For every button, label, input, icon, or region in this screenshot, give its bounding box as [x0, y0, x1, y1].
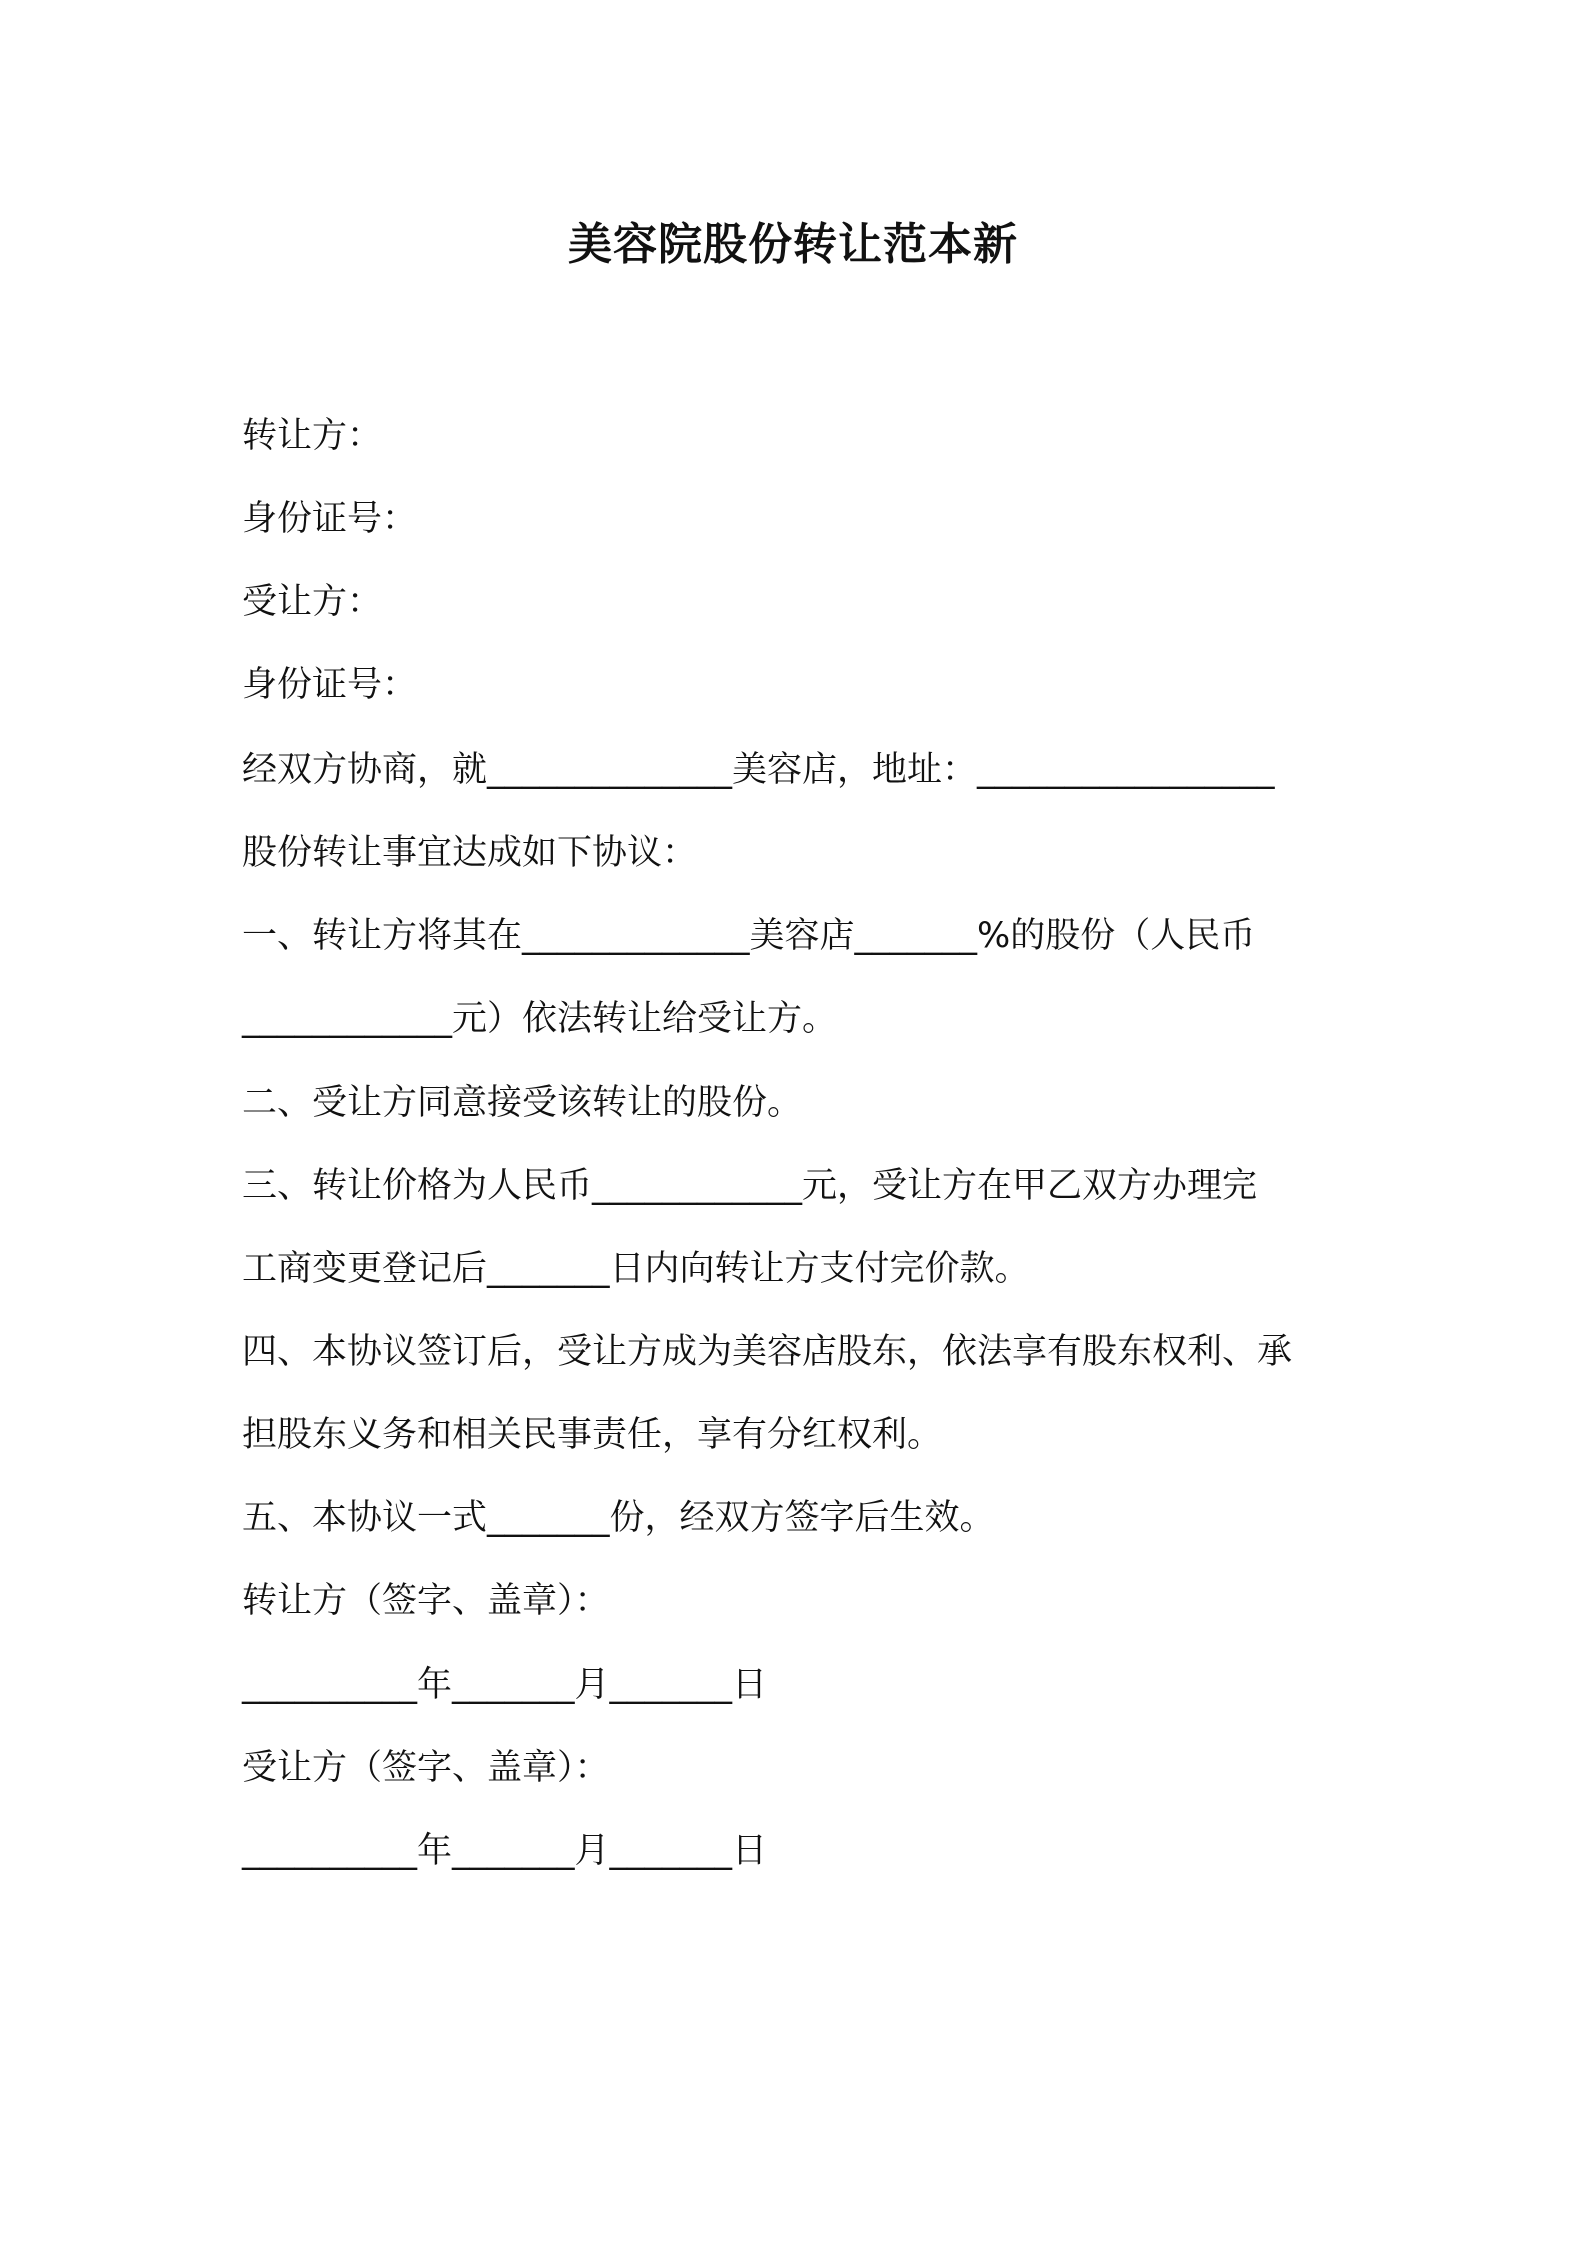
transferee-id-label: 身份证号：	[242, 665, 418, 705]
clause-1-line-2: ____________元）依法转让给受让方。	[242, 999, 838, 1039]
transferor-id-label: 身份证号：	[242, 499, 418, 539]
clause-1-line-1: 一、转让方将其在_____________美容店_______%的股份（人民币	[242, 916, 1256, 956]
transferor-label: 转让方：	[242, 416, 383, 456]
clause-5: 五、本协议一式_______份，经双方签字后生效。	[242, 1498, 995, 1538]
document-title: 美容院股份转让范本新	[568, 219, 1018, 270]
clause-3-line-1: 三、转让价格为人民币____________元，受让方在甲乙双方办理完	[242, 1166, 1258, 1206]
preamble-line-2: 股份转让事宜达成如下协议：	[242, 833, 698, 873]
transferor-signature-label: 转让方（签字、盖章）：	[242, 1581, 610, 1621]
transferee-date-line: __________年_______月_______日	[242, 1831, 768, 1871]
transferee-label: 受让方：	[242, 582, 383, 622]
preamble-line-1: 经双方协商，就______________美容店，地址：_________________	[242, 750, 1275, 790]
transferee-signature-label: 受让方（签字、盖章）：	[242, 1748, 610, 1788]
clause-4-line-1: 四、本协议签订后，受让方成为美容店股东，依法享有股东权利、承	[242, 1332, 1293, 1372]
clause-3-line-2: 工商变更登记后_______日内向转让方支付完价款。	[242, 1249, 1030, 1289]
clause-4-line-2: 担股东义务和相关民事责任，享有分红权利。	[242, 1415, 943, 1455]
clause-2: 二、受让方同意接受该转让的股份。	[242, 1083, 803, 1123]
transferor-date-line: __________年_______月_______日	[242, 1665, 768, 1705]
